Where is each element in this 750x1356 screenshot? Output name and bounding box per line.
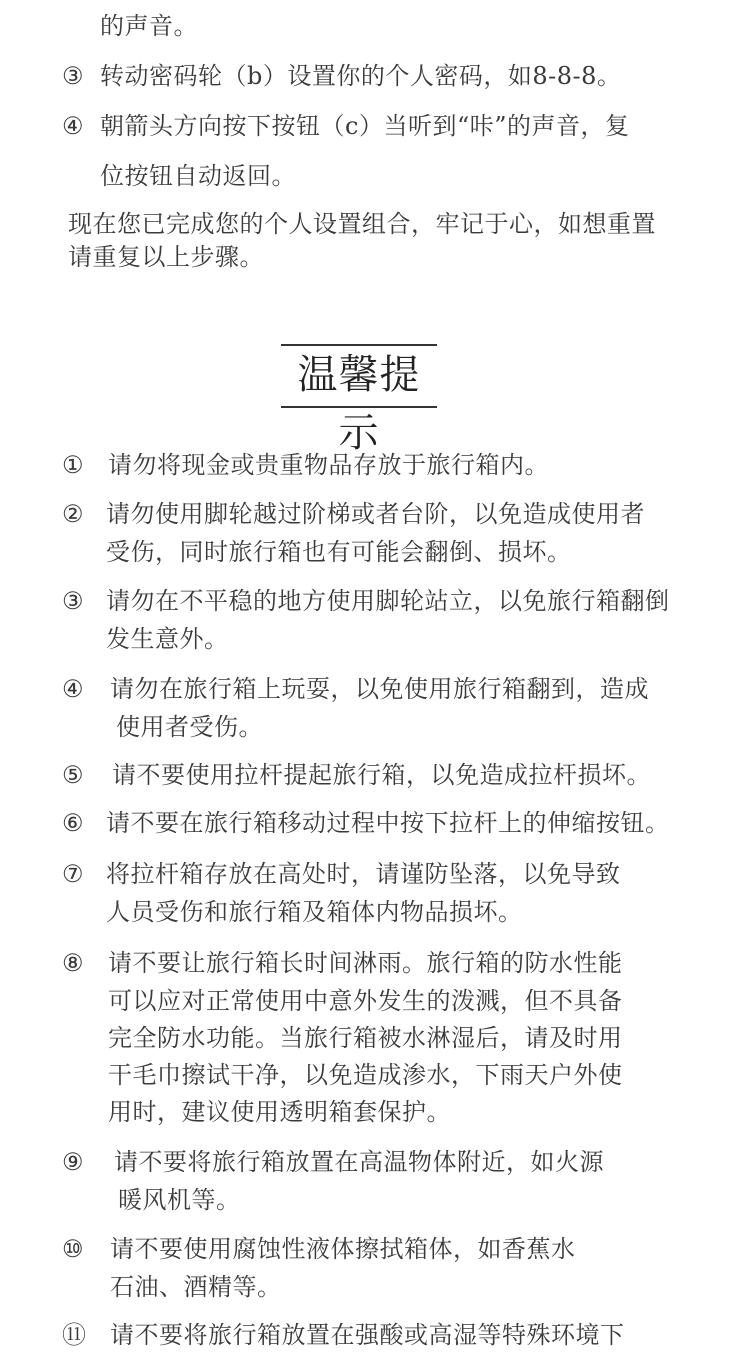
tip-text: 石油、酒精等。 [110, 1273, 282, 1301]
tip-text: 用时，建议使用透明箱套保护。 [108, 1098, 451, 1126]
tip-number: ① [62, 451, 84, 479]
tip-text: 请不要使用腐蚀性液体擦拭箱体，如香蕉水 [110, 1235, 576, 1263]
tip-text: 受伤，同时旅行箱也有可能会翻倒、损坏。 [106, 538, 572, 566]
tip-text: 请勿将现金或贵重物品存放于旅行箱内。 [108, 451, 549, 479]
tip-text: 请不要在旅行箱移动过程中按下拉杆上的伸缩按钮。 [106, 809, 670, 837]
tip-number: ③ [62, 587, 84, 615]
tip-text: 干毛巾擦试干净，以免造成渗水，下雨天户外使 [108, 1061, 623, 1089]
step-text: 转动密码轮（b）设置你的个人密码，如8-8-8。 [100, 62, 622, 90]
tip-text: 请不要将旅行箱放置在强酸或高湿等特殊环境下 [110, 1321, 625, 1349]
tip-number: ⑩ [62, 1235, 84, 1263]
step-number: ③ [62, 62, 84, 90]
tip-text: 完全防水功能。当旅行箱被水淋湿后，请及时用 [108, 1024, 623, 1052]
tip-number: ⑪ [62, 1321, 86, 1349]
tip-number: ⑧ [62, 949, 84, 977]
note-text: 请重复以上步骤。 [68, 243, 264, 271]
tip-text: 请不要使用拉杆提起旅行箱，以免造成拉杆损坏。 [112, 761, 651, 789]
tip-number: ② [62, 500, 84, 528]
tip-text: 将拉杆箱存放在高处时，请谨防坠落，以免导致 [106, 860, 621, 888]
tip-number: ⑨ [62, 1148, 84, 1176]
tip-number: ⑦ [62, 860, 84, 888]
note-text: 现在您已完成您的个人设置组合，牢记于心，如想重置 [68, 210, 656, 238]
intro-line: 的声音。 [100, 12, 198, 40]
tip-text: 请勿使用脚轮越过阶梯或者台阶，以免造成使用者 [106, 500, 645, 528]
tip-number: ⑥ [62, 809, 84, 837]
tip-number: ⑤ [62, 761, 84, 789]
section-title: 温馨提示 [281, 344, 437, 408]
tip-text: 请勿在旅行箱上玩耍，以免使用旅行箱翻到，造成 [110, 675, 649, 703]
step-text: 位按钮自动返回。 [100, 162, 296, 190]
tip-number: ④ [62, 675, 84, 703]
tip-text: 发生意外。 [106, 625, 229, 653]
tip-text: 请勿在不平稳的地方使用脚轮站立，以免旅行箱翻倒 [106, 587, 670, 615]
tip-text: 暖风机等。 [118, 1186, 241, 1214]
tip-text: 可以应对正常使用中意外发生的泼溅，但不具备 [108, 987, 623, 1015]
step-text: 朝箭头方向按下按钮（c）当听到“咔”的声音，复 [100, 112, 630, 140]
step-number: ④ [62, 112, 84, 140]
tip-text: 人员受伤和旅行箱及箱体内物品损坏。 [106, 898, 523, 926]
tip-text: 请不要将旅行箱放置在高温物体附近，如火源 [114, 1148, 604, 1176]
tip-text: 使用者受伤。 [116, 713, 263, 741]
tip-text: 请不要让旅行箱长时间淋雨。旅行箱的防水性能 [108, 949, 623, 977]
